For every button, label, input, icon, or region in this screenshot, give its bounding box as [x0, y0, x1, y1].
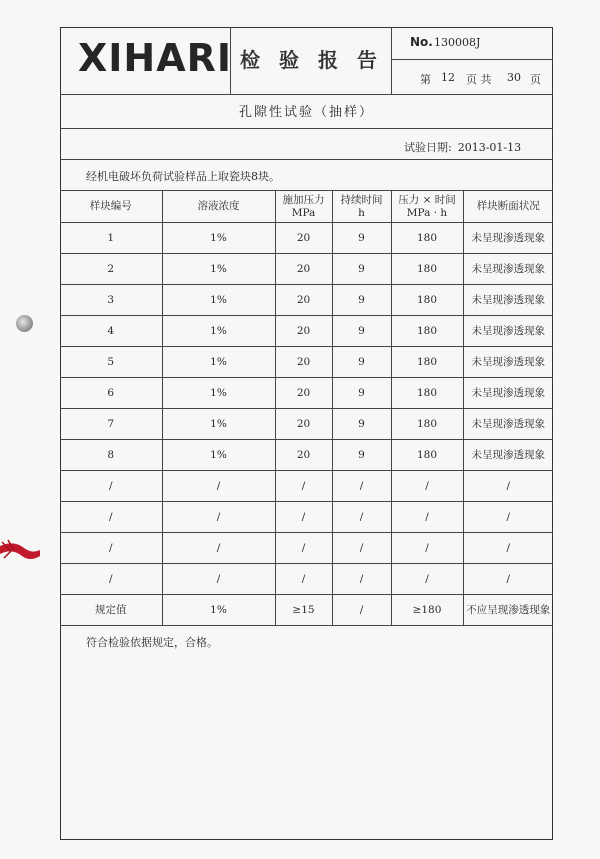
spec-cell: / — [332, 595, 391, 626]
table-cell: 180 — [391, 285, 463, 316]
table-cell: 未呈现渗透现象 — [463, 254, 553, 285]
spec-cell: ≥15 — [275, 595, 332, 626]
table-row — [60, 409, 553, 440]
table-cell: 180 — [391, 316, 463, 347]
table-row — [60, 347, 553, 378]
table-cell: / — [463, 564, 553, 595]
table-cell: / — [391, 502, 463, 533]
table-cell: 9 — [332, 285, 391, 316]
table-cell: 1% — [162, 285, 275, 316]
column-header: 样块编号 — [60, 191, 162, 223]
table-cell: / — [275, 533, 332, 564]
table-cell: 20 — [275, 285, 332, 316]
column-header: 压力 × 时间 MPa · h — [391, 191, 463, 223]
report-number-label: No. — [410, 35, 433, 49]
column-header: 持续时间 h — [332, 191, 391, 223]
table-header-row — [60, 191, 553, 223]
table-cell: 9 — [332, 347, 391, 378]
report-number: 130008J — [434, 36, 481, 49]
table-cell: / — [60, 533, 162, 564]
table-cell: 20 — [275, 378, 332, 409]
table-cell: / — [463, 533, 553, 564]
table-cell: / — [332, 471, 391, 502]
table-cell: 9 — [332, 254, 391, 285]
page-total: 30 — [507, 71, 521, 84]
table-row — [60, 502, 553, 533]
table-cell: 20 — [275, 347, 332, 378]
intro-text: 经机电破坏负荷试验样品上取瓷块8块。 — [86, 170, 280, 183]
table-cell: 1% — [162, 316, 275, 347]
table-cell: / — [463, 502, 553, 533]
test-date: 2013-01-13 — [457, 141, 522, 154]
section-title: 孔隙性试验（抽样） — [238, 105, 374, 120]
table-cell: 9 — [332, 440, 391, 471]
column-header: 样块断面状况 — [463, 191, 553, 223]
table-cell: / — [463, 471, 553, 502]
table-cell: 未呈现渗透现象 — [463, 409, 553, 440]
table-row — [60, 533, 553, 564]
table-row — [60, 378, 553, 409]
table-row — [60, 254, 553, 285]
table-cell: 180 — [391, 254, 463, 285]
table-row — [60, 440, 553, 471]
table-row — [60, 223, 553, 254]
table-cell: / — [60, 502, 162, 533]
table-cell: 9 — [332, 316, 391, 347]
page-mid: 页 共 — [466, 73, 492, 86]
table-cell: 180 — [391, 347, 463, 378]
table-cell: 180 — [391, 223, 463, 254]
table-cell: 1% — [162, 254, 275, 285]
company-logo: XIHARI — [78, 36, 233, 80]
spec-row — [60, 595, 553, 626]
table-cell: 9 — [332, 378, 391, 409]
table-cell: 6 — [60, 378, 162, 409]
spec-cell: ≥180 — [391, 595, 463, 626]
table-cell: 1 — [60, 223, 162, 254]
table-cell: / — [162, 533, 275, 564]
table-cell: 9 — [332, 223, 391, 254]
table-cell: 3 — [60, 285, 162, 316]
spec-cell: 规定值 — [60, 595, 162, 626]
binder-hole-icon — [16, 315, 33, 332]
table-cell: / — [275, 471, 332, 502]
spec-cell: 不应呈现渗透现象 — [463, 595, 553, 626]
table-cell: / — [60, 471, 162, 502]
table-cell: / — [162, 471, 275, 502]
table-cell: 1% — [162, 223, 275, 254]
table-cell: / — [332, 502, 391, 533]
table-cell: / — [391, 471, 463, 502]
table-cell: / — [391, 533, 463, 564]
table-cell: 20 — [275, 223, 332, 254]
table-cell: 20 — [275, 409, 332, 440]
table-cell: 未呈现渗透现象 — [463, 223, 553, 254]
binding-ribbon-icon — [0, 536, 42, 566]
table-cell: / — [60, 564, 162, 595]
test-date-label: 试验日期: — [404, 141, 452, 154]
table-row — [60, 316, 553, 347]
table-cell: 180 — [391, 378, 463, 409]
table-cell: / — [332, 564, 391, 595]
table-cell: 未呈现渗透现象 — [463, 378, 553, 409]
table-cell: 20 — [275, 254, 332, 285]
table-cell: / — [275, 502, 332, 533]
table-cell: / — [162, 564, 275, 595]
table-cell: / — [391, 564, 463, 595]
table-cell: 20 — [275, 440, 332, 471]
table-cell: 1% — [162, 440, 275, 471]
table-cell: 5 — [60, 347, 162, 378]
table-cell: / — [162, 502, 275, 533]
table-cell: 未呈现渗透现象 — [463, 440, 553, 471]
column-header: 施加压力 MPa — [275, 191, 332, 223]
porosity-test-table — [60, 190, 553, 626]
page-current: 12 — [441, 71, 455, 84]
page-suffix: 页 — [530, 73, 541, 86]
table-cell: 2 — [60, 254, 162, 285]
page-prefix: 第 — [420, 73, 431, 86]
table-cell: 未呈现渗透现象 — [463, 347, 553, 378]
table-cell: 9 — [332, 409, 391, 440]
table-row — [60, 564, 553, 595]
table-cell: / — [275, 564, 332, 595]
table-cell: 未呈现渗透现象 — [463, 316, 553, 347]
table-cell: 180 — [391, 440, 463, 471]
table-cell: 1% — [162, 378, 275, 409]
table-cell: 1% — [162, 409, 275, 440]
table-row — [60, 471, 553, 502]
table-cell: 20 — [275, 316, 332, 347]
table-row — [60, 285, 553, 316]
table-cell: 7 — [60, 409, 162, 440]
document-title: 检 验 报 告 — [240, 48, 383, 72]
table-cell: 1% — [162, 347, 275, 378]
table-cell: / — [332, 533, 391, 564]
conclusion-text: 符合检验依据规定，合格。 — [86, 636, 218, 649]
spec-cell: 1% — [162, 595, 275, 626]
table-cell: 180 — [391, 409, 463, 440]
table-cell: 未呈现渗透现象 — [463, 285, 553, 316]
table-cell: 4 — [60, 316, 162, 347]
test-date-row — [404, 139, 521, 155]
table-cell: 8 — [60, 440, 162, 471]
column-header: 溶液浓度 — [162, 191, 275, 223]
